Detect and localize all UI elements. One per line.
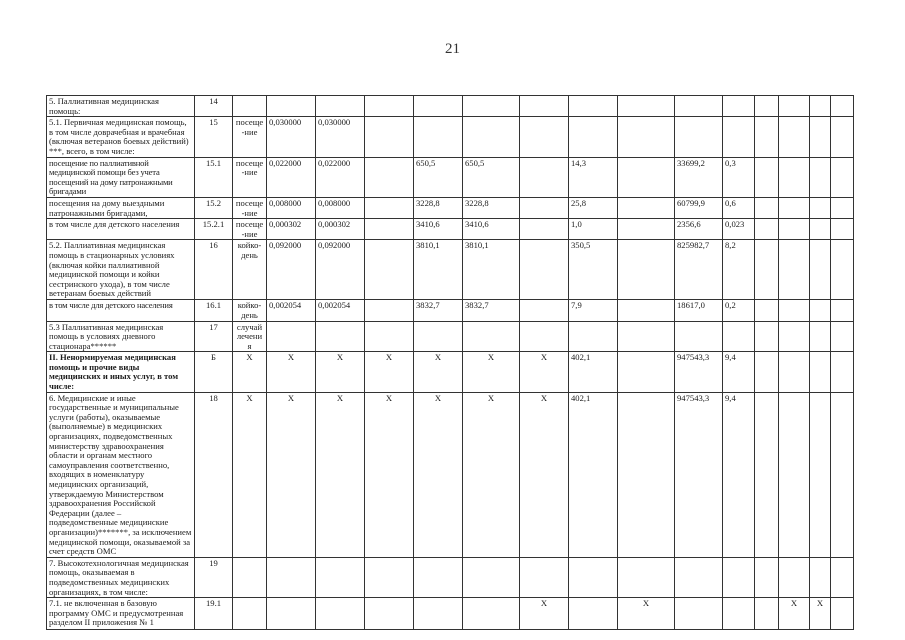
value-cell — [755, 392, 779, 557]
table-row — [47, 321, 854, 352]
row-unit — [233, 598, 267, 630]
row-unit: койко-день — [233, 240, 267, 300]
value-cell — [463, 321, 520, 352]
row-unit: посеще-ние — [233, 117, 267, 157]
value-cell — [831, 240, 854, 300]
value-cell — [755, 219, 779, 240]
value-cell — [755, 117, 779, 157]
value-cell — [365, 96, 414, 117]
row-unit — [233, 557, 267, 597]
row-label: 5. Паллиативная медицинская помощь: — [47, 96, 195, 117]
row-unit: случай лечения — [233, 321, 267, 352]
value-cell: Х — [618, 598, 675, 630]
row-unit: посеще-ние — [233, 197, 267, 218]
value-cell: 0,023 — [723, 219, 755, 240]
row-code: 19 — [195, 557, 233, 597]
value-cell: 0,000302 — [316, 219, 365, 240]
value-cell — [810, 96, 831, 117]
table-row — [47, 392, 854, 557]
value-cell — [316, 321, 365, 352]
value-cell — [520, 197, 569, 218]
value-cell — [365, 117, 414, 157]
value-cell — [755, 240, 779, 300]
row-code: 15.1 — [195, 157, 233, 197]
value-cell — [414, 117, 463, 157]
row-code: 15.2 — [195, 197, 233, 218]
row-unit: посеще-ние — [233, 219, 267, 240]
value-cell — [810, 240, 831, 300]
value-cell: 9,4 — [723, 392, 755, 557]
value-cell: Х — [463, 352, 520, 392]
value-cell — [414, 598, 463, 630]
value-cell — [267, 557, 316, 597]
value-cell: Х — [267, 392, 316, 557]
row-label: посещения на дому выездными патронажными бригадами, — [47, 197, 195, 218]
row-label: в том числе для детского населения — [47, 300, 195, 321]
value-cell — [810, 392, 831, 557]
value-cell: 18617,0 — [675, 300, 723, 321]
row-code: 16 — [195, 240, 233, 300]
row-label: 7.1. не включенная в базовую программу ОМС и предусмотренная разделом II приложения № 1 — [47, 598, 195, 630]
row-label: посещение по паллиативной медицинской помощи без учета посещений на дому патронажными бригадами — [47, 157, 195, 197]
value-cell — [365, 557, 414, 597]
value-cell: 0,2 — [723, 300, 755, 321]
table-row — [47, 300, 854, 321]
report-table — [46, 95, 854, 630]
value-cell — [365, 598, 414, 630]
value-cell — [779, 117, 810, 157]
value-cell: 402,1 — [569, 352, 618, 392]
value-cell — [779, 557, 810, 597]
value-cell: Х — [267, 352, 316, 392]
value-cell — [723, 117, 755, 157]
value-cell — [569, 598, 618, 630]
value-cell — [618, 392, 675, 557]
table-row — [47, 557, 854, 597]
value-cell — [365, 321, 414, 352]
value-cell — [831, 96, 854, 117]
value-cell: 650,5 — [463, 157, 520, 197]
value-cell: 3832,7 — [463, 300, 520, 321]
value-cell — [779, 300, 810, 321]
value-cell — [675, 557, 723, 597]
row-label: 7. Высокотехнологичная медицинская помощь, оказываемая в подведомственных медицинских организациях, в том числе: — [47, 557, 195, 597]
value-cell — [779, 157, 810, 197]
table-row — [47, 197, 854, 218]
value-cell: 0,008000 — [267, 197, 316, 218]
value-cell — [810, 219, 831, 240]
row-code: 18 — [195, 392, 233, 557]
value-cell — [810, 321, 831, 352]
value-cell — [810, 197, 831, 218]
value-cell: Х — [414, 352, 463, 392]
table-row — [47, 157, 854, 197]
value-cell — [618, 197, 675, 218]
value-cell: 0,000302 — [267, 219, 316, 240]
value-cell — [267, 321, 316, 352]
value-cell — [463, 557, 520, 597]
value-cell — [755, 598, 779, 630]
row-code: 19.1 — [195, 598, 233, 630]
value-cell: 402,1 — [569, 392, 618, 557]
value-cell: 60799,9 — [675, 197, 723, 218]
page-number: 21 — [445, 41, 460, 57]
row-label: 5.3 Паллиативная медицинская помощь в условиях дневного стационара****** — [47, 321, 195, 352]
value-cell: 0,3 — [723, 157, 755, 197]
value-cell — [618, 96, 675, 117]
value-cell — [831, 352, 854, 392]
value-cell: 14,3 — [569, 157, 618, 197]
table-row — [47, 96, 854, 117]
value-cell: 33699,2 — [675, 157, 723, 197]
value-cell — [810, 300, 831, 321]
value-cell: 947543,3 — [675, 392, 723, 557]
value-cell — [520, 240, 569, 300]
value-cell: 3832,7 — [414, 300, 463, 321]
value-cell — [755, 300, 779, 321]
value-cell: 7,9 — [569, 300, 618, 321]
value-cell — [520, 557, 569, 597]
value-cell — [723, 598, 755, 630]
value-cell — [675, 321, 723, 352]
value-cell: 1,0 — [569, 219, 618, 240]
table-row — [47, 352, 854, 392]
row-label: II. Ненормируемая медицинская помощь и прочие виды медицинских и иных услуг, в том числе: — [47, 352, 195, 392]
value-cell — [618, 352, 675, 392]
value-cell — [810, 557, 831, 597]
value-cell: 0,022000 — [316, 157, 365, 197]
row-code: 17 — [195, 321, 233, 352]
table-row — [47, 219, 854, 240]
value-cell — [520, 219, 569, 240]
value-cell — [779, 392, 810, 557]
value-cell: 947543,3 — [675, 352, 723, 392]
value-cell — [831, 598, 854, 630]
value-cell — [723, 557, 755, 597]
value-cell — [569, 96, 618, 117]
value-cell — [675, 96, 723, 117]
row-code: 15 — [195, 117, 233, 157]
value-cell — [723, 96, 755, 117]
value-cell: 8,2 — [723, 240, 755, 300]
value-cell: 0,022000 — [267, 157, 316, 197]
value-cell — [365, 157, 414, 197]
value-cell — [755, 157, 779, 197]
value-cell: Х — [810, 598, 831, 630]
value-cell — [569, 321, 618, 352]
value-cell: 25,8 — [569, 197, 618, 218]
value-cell — [810, 352, 831, 392]
value-cell: 3410,6 — [414, 219, 463, 240]
value-cell: 3228,8 — [463, 197, 520, 218]
row-unit: посеще-ние — [233, 157, 267, 197]
table-row — [47, 117, 854, 157]
value-cell — [267, 598, 316, 630]
value-cell: Х — [316, 392, 365, 557]
value-cell — [569, 557, 618, 597]
value-cell: 3810,1 — [414, 240, 463, 300]
value-cell — [675, 117, 723, 157]
value-cell: Х — [463, 392, 520, 557]
value-cell: Х — [316, 352, 365, 392]
value-cell — [755, 557, 779, 597]
value-cell — [723, 321, 755, 352]
value-cell — [831, 392, 854, 557]
value-cell: 825982,7 — [675, 240, 723, 300]
value-cell — [779, 321, 810, 352]
value-cell — [463, 96, 520, 117]
value-cell: 2356,6 — [675, 219, 723, 240]
row-code: 15.2.1 — [195, 219, 233, 240]
value-cell: 3228,8 — [414, 197, 463, 218]
value-cell — [618, 240, 675, 300]
value-cell — [569, 117, 618, 157]
value-cell: Х — [414, 392, 463, 557]
value-cell — [365, 300, 414, 321]
value-cell: 3810,1 — [463, 240, 520, 300]
value-cell — [618, 321, 675, 352]
table-row — [47, 598, 854, 630]
row-unit: Х — [233, 352, 267, 392]
value-cell: 0,002054 — [316, 300, 365, 321]
value-cell — [618, 557, 675, 597]
value-cell: Х — [779, 598, 810, 630]
value-cell — [463, 117, 520, 157]
value-cell — [463, 598, 520, 630]
row-label: в том числе для детского населения — [47, 219, 195, 240]
value-cell — [618, 157, 675, 197]
value-cell — [414, 321, 463, 352]
value-cell — [618, 117, 675, 157]
value-cell — [316, 557, 365, 597]
value-cell — [618, 300, 675, 321]
row-label: 5.1. Первичная медицинская помощь, в том числе доврачебная и врачебная (включая ветеранов боевых действий) ***, всего, в том числе: — [47, 117, 195, 157]
row-unit: койко-день — [233, 300, 267, 321]
value-cell: 0,6 — [723, 197, 755, 218]
value-cell: 9,4 — [723, 352, 755, 392]
value-cell — [414, 96, 463, 117]
value-cell — [831, 157, 854, 197]
value-cell: 0,092000 — [267, 240, 316, 300]
value-cell — [316, 598, 365, 630]
row-code: Б — [195, 352, 233, 392]
value-cell — [365, 219, 414, 240]
value-cell — [675, 598, 723, 630]
value-cell: Х — [365, 392, 414, 557]
row-unit: Х — [233, 392, 267, 557]
value-cell — [755, 321, 779, 352]
value-cell: 350,5 — [569, 240, 618, 300]
value-cell — [755, 96, 779, 117]
value-cell — [810, 117, 831, 157]
value-cell: 0,030000 — [316, 117, 365, 157]
value-cell: Х — [520, 352, 569, 392]
value-cell — [831, 117, 854, 157]
value-cell — [618, 219, 675, 240]
value-cell — [365, 197, 414, 218]
value-cell — [779, 96, 810, 117]
value-cell — [831, 321, 854, 352]
value-cell — [831, 557, 854, 597]
value-cell: 0,002054 — [267, 300, 316, 321]
value-cell — [414, 557, 463, 597]
value-cell — [520, 96, 569, 117]
row-unit — [233, 96, 267, 117]
value-cell — [831, 219, 854, 240]
value-cell — [831, 197, 854, 218]
value-cell — [316, 96, 365, 117]
value-cell: Х — [520, 598, 569, 630]
value-cell — [779, 240, 810, 300]
value-cell — [267, 96, 316, 117]
value-cell — [520, 300, 569, 321]
value-cell: 0,092000 — [316, 240, 365, 300]
value-cell: 3410,6 — [463, 219, 520, 240]
row-label: 6. Медицинские и иные государственные и муниципальные услуги (работы), оказываемые (выполняемые) в медицинских организациях, подведомственных министерству здравоохранения области и органам местного самоуправления соответственно, входящих в номенклатуру медицинских организаций, утверждаемую Министерством здравоохранения Российской Федерации (далее – подведомственные медицинские организации)*******, за исключением медицинской помощи, оказываемой за счет средств ОМС — [47, 392, 195, 557]
value-cell — [810, 157, 831, 197]
value-cell: Х — [365, 352, 414, 392]
row-code: 14 — [195, 96, 233, 117]
value-cell — [755, 197, 779, 218]
row-code: 16.1 — [195, 300, 233, 321]
value-cell — [755, 352, 779, 392]
row-label: 5.2. Паллиативная медицинская помощь в стационарных условиях (включая койки паллиативной медицинской помощи и койки сестринского ухода), в том числе ветеранам боевых действий — [47, 240, 195, 300]
value-cell: 0,030000 — [267, 117, 316, 157]
value-cell — [779, 352, 810, 392]
value-cell — [520, 321, 569, 352]
value-cell — [365, 240, 414, 300]
value-cell — [779, 197, 810, 218]
table-row — [47, 240, 854, 300]
value-cell: 650,5 — [414, 157, 463, 197]
value-cell — [520, 157, 569, 197]
value-cell — [831, 300, 854, 321]
value-cell — [520, 117, 569, 157]
value-cell: Х — [520, 392, 569, 557]
value-cell: 0,008000 — [316, 197, 365, 218]
value-cell — [779, 219, 810, 240]
